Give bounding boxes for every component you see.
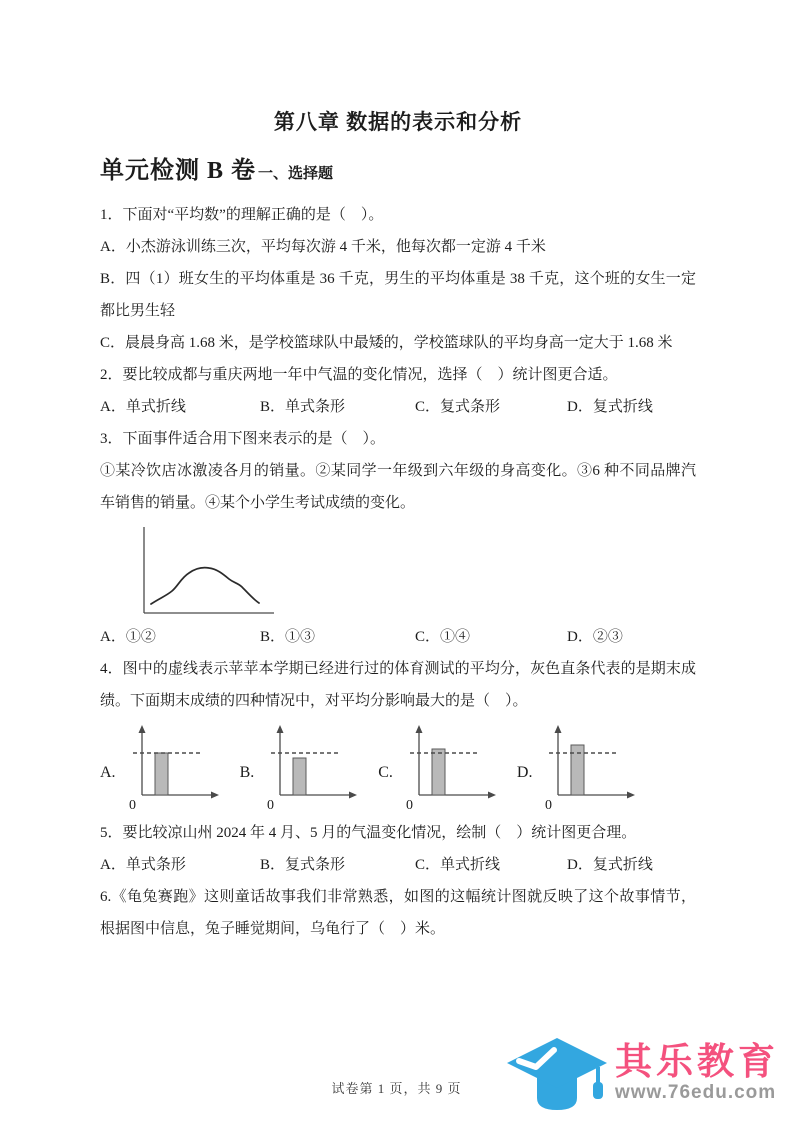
question-2-options	[100, 391, 696, 423]
q4-chart-b	[240, 723, 363, 813]
question-5-stem: 5．要比较凉山州 2024 年 4 月、5 月的气温变化情况，绘制（ ）统计图更合理。	[100, 825, 637, 841]
q5-option-d: D．复式折线	[567, 857, 653, 873]
logo-text-block	[615, 1036, 779, 1104]
logo-website-url: www.76edu.com	[615, 1082, 777, 1103]
question-6-stem: 6.《龟兔赛跑》这则童话故事我们非常熟悉，如图的这幅统计图就反映了这个故事情节，根据图中信息，兔子睡觉期间，乌龟行了（ ）米。	[100, 889, 696, 937]
q5-option-b: B．复式条形	[260, 857, 346, 873]
unit-test-heading: 单元检测 B 卷	[100, 158, 257, 184]
origin-zero-label: 0	[128, 798, 136, 813]
q2-option-d: D．复式折线	[567, 399, 653, 415]
question-1-option-c: C．晨晨身高 1.68 米，是学校篮球队中最矮的，学校篮球队的平均身高一定大于 1.68 米	[100, 335, 673, 351]
question-2-stem: 2．要比较成都与重庆两地一年中气温的变化情况，选择（ ）统计图更合适。	[100, 367, 618, 383]
page-number-footer: 试卷第 1 页，共 9 页	[331, 1081, 462, 1096]
question-3-options	[100, 621, 696, 653]
bar-above-average-chart	[399, 723, 501, 813]
publisher-logo	[505, 1036, 779, 1118]
q3-option-a: A．①②	[100, 629, 156, 645]
bar-below-average-chart	[260, 723, 362, 813]
hill-curve-chart	[126, 523, 278, 619]
question-3-figure	[126, 523, 696, 619]
q3-option-d: D．②③	[567, 629, 623, 645]
question-5-options	[100, 849, 696, 881]
q4-chart-d-label: D.	[516, 764, 533, 781]
q5-option-a: A．单式条形	[100, 857, 186, 873]
q3-option-c: C．①④	[415, 629, 471, 645]
q4-chart-d	[517, 723, 641, 813]
q4-chart-b-label: B.	[239, 764, 255, 781]
origin-zero-label: 0	[545, 798, 553, 813]
question-4-stem: 4．图中的虚线表示苹苹本学期已经进行过的体育测试的平均分，灰色直条代表的是期末成绩。下面期末成绩的四种情况中，对平均分影响最大的是（ ）。	[100, 661, 696, 709]
q3-option-b: B．①③	[260, 629, 316, 645]
graduation-cap-icon	[505, 1036, 609, 1118]
choice-section-label: 一、选择题	[258, 166, 334, 182]
q4-chart-a-label: A.	[100, 764, 116, 781]
question-3-stem: 3．下面事件适合用下图来表示的是（ ）。	[100, 431, 386, 447]
question-1-stem: 1．下面对“平均数”的理解正确的是（ ）。	[100, 207, 384, 223]
q2-option-b: B．单式条形	[260, 399, 346, 415]
q4-chart-c-label: C.	[378, 764, 393, 781]
q4-chart-a	[100, 723, 224, 813]
question-1-option-b: B．四（1）班女生的平均体重是 36 千克，男生的平均体重是 38 千克，这个班的女生一定都比男生轻	[100, 271, 696, 319]
logo-brand-name: 其乐教育	[615, 1041, 779, 1082]
bar-far-above-average-chart	[538, 723, 640, 813]
q5-option-c: C．单式折线	[415, 857, 501, 873]
question-3-items: ①某冷饮店冰激凌各月的销量。②某同学一年级到六年级的身高变化。③6 种不同品牌汽车销售的销量。④某个小学生考试成绩的变化。	[100, 463, 696, 511]
page-content	[100, 106, 696, 945]
bar-equal-average-chart	[122, 723, 224, 813]
page-title: 第八章 数据的表示和分析	[273, 110, 523, 134]
q4-chart-c	[378, 723, 501, 813]
q2-option-c: C．复式条形	[415, 399, 501, 415]
origin-zero-label: 0	[405, 798, 413, 813]
q2-option-a: A．单式折线	[100, 399, 186, 415]
question-1-option-a: A．小杰游泳训练三次，平均每次游 4 千米，他每次都一定游 4 千米	[100, 239, 546, 255]
question-4-figure	[100, 721, 696, 813]
origin-zero-label: 0	[267, 798, 275, 813]
section-heading-row	[100, 154, 696, 191]
